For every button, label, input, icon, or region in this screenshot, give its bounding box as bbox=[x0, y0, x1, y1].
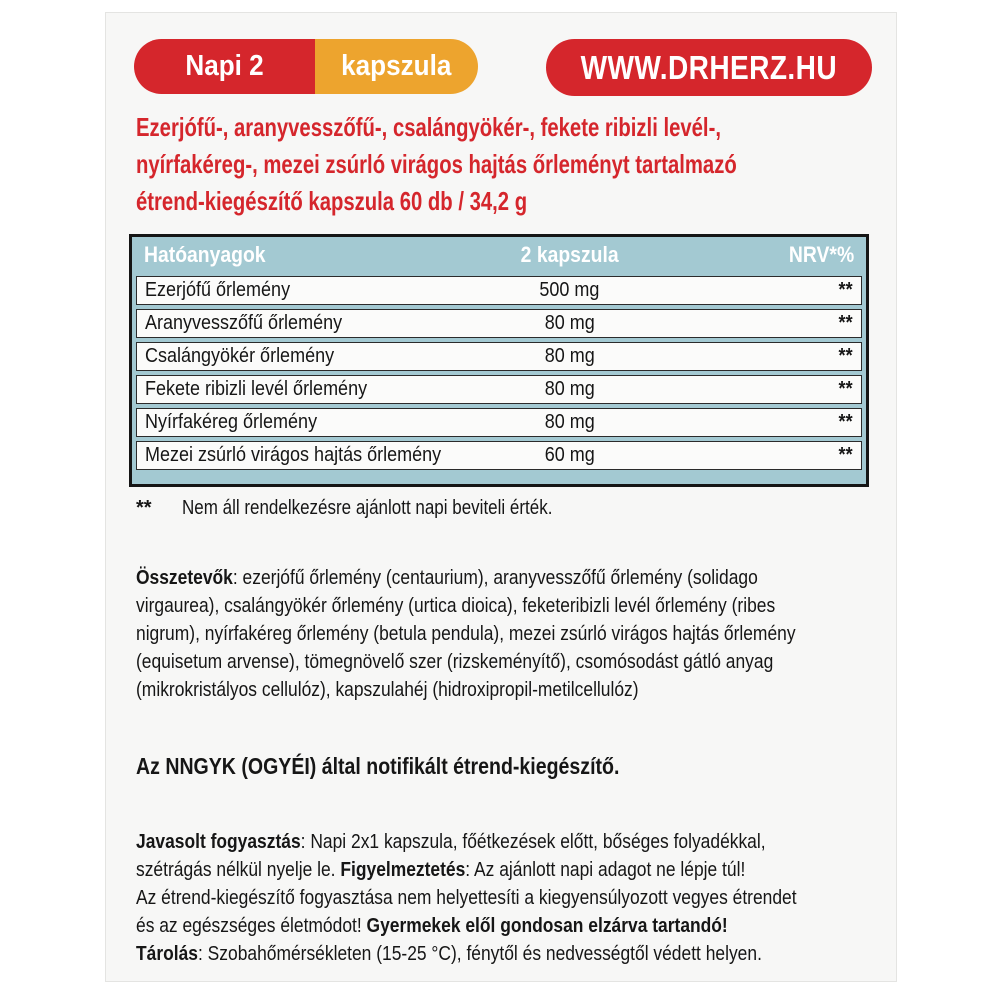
footnote-marker: ** bbox=[136, 497, 152, 519]
row-nrv: ** bbox=[838, 444, 853, 466]
row-amount: 80 mg bbox=[544, 411, 595, 433]
row-amount: 500 mg bbox=[539, 279, 600, 301]
daily-dose-unit bbox=[315, 39, 478, 94]
label-card bbox=[105, 12, 897, 982]
daily-dose-count bbox=[134, 39, 315, 94]
table-row bbox=[136, 441, 862, 470]
row-amount: 80 mg bbox=[544, 312, 595, 334]
table-row bbox=[136, 342, 862, 371]
row-amount: 80 mg bbox=[544, 378, 595, 400]
ingredients-paragraph: Összetevők: ezerjófű őrlemény (centaurium), aranyvesszőfű őrlemény (solidago virgaurea), csalángyökér őrlemény (urtica dioica), feketeribizli levél őrlemény (ribes nigrum), nyírfakéreg őrlemény (betula pendula), mezei zsúrló virágos hajtás őrlemény (equisetum arvense), tömegnövelő szer (rizskeményítő), csomósodást gátló anyag (mikrokristályos cellulóz), kapszulahéj (hidroxipropil-metilcellulóz) bbox=[136, 566, 796, 701]
col-header-ingredient: Hatóanyagok bbox=[144, 241, 266, 267]
row-amount: 60 mg bbox=[544, 444, 595, 466]
nutrition-table-header bbox=[136, 237, 862, 272]
notification-line bbox=[136, 753, 705, 780]
row-nrv: ** bbox=[838, 312, 853, 334]
row-nrv: ** bbox=[838, 378, 853, 400]
footnote-text: Nem áll rendelkezésre ajánlott napi beviteli érték. bbox=[182, 497, 553, 519]
daily-dose-count-label: Napi 2 bbox=[185, 50, 264, 82]
website-url: WWW.DRHERZ.HU bbox=[580, 48, 838, 86]
notification-text: Az NNGYK (OGYÉI) által notifikált étrend-kiegészítő. bbox=[136, 753, 620, 779]
row-ingredient: Mezei zsúrló virágos hajtás őrlemény bbox=[145, 444, 442, 466]
col-header-nrv: NRV*% bbox=[788, 241, 854, 267]
daily-dose-unit-label: kapszula bbox=[341, 50, 452, 82]
table-row bbox=[136, 309, 862, 338]
product-title: Ezerjófű-, aranyvesszőfű-, csalángyökér-, fekete ribizli levél-, nyírfakéreg-, mezei zsúrló virágos hajtás őrleményt tartalmazó étrend-kiegészítő kapszula 60 db / 34,2 g bbox=[136, 112, 737, 216]
nrv-footnote bbox=[136, 497, 618, 520]
row-ingredient: Aranyvesszőfű őrlemény bbox=[145, 312, 343, 334]
usage-paragraph: Javasolt fogyasztás: Napi 2x1 kapszula, főétkezések előtt, bőséges folyadékkal, szétrágás nélkül nyelje le. Figyelmeztetés: Az ajánlott napi adagot ne lépje túl! Az étrend-kiegészítő fogyasztása nem helyettesíti a kiegyensúlyozott vegyes étrendet és az egészséges életmódot! Gyermekek elől gondosan elzárva tartandó! Tárolás: Szobahőmérsékleten (15-25 °C), fénytől és nedvességtől védett helyen. bbox=[136, 830, 797, 965]
col-header-amount: 2 kapszula bbox=[521, 241, 619, 267]
daily-dose-badge bbox=[134, 39, 478, 94]
nutrition-table-body bbox=[136, 276, 862, 470]
table-row bbox=[136, 276, 862, 305]
row-ingredient: Ezerjófű őrlemény bbox=[145, 279, 291, 301]
row-nrv: ** bbox=[838, 345, 853, 367]
website-badge bbox=[546, 39, 872, 96]
row-ingredient: Nyírfakéreg őrlemény bbox=[145, 411, 318, 433]
row-ingredient: Csalángyökér őrlemény bbox=[145, 345, 335, 367]
row-amount: 80 mg bbox=[544, 345, 595, 367]
nutrition-table bbox=[129, 234, 869, 487]
row-nrv: ** bbox=[838, 279, 853, 301]
row-nrv: ** bbox=[838, 411, 853, 433]
table-row bbox=[136, 408, 862, 437]
table-row bbox=[136, 375, 862, 404]
row-ingredient: Fekete ribizli levél őrlemény bbox=[145, 378, 368, 400]
